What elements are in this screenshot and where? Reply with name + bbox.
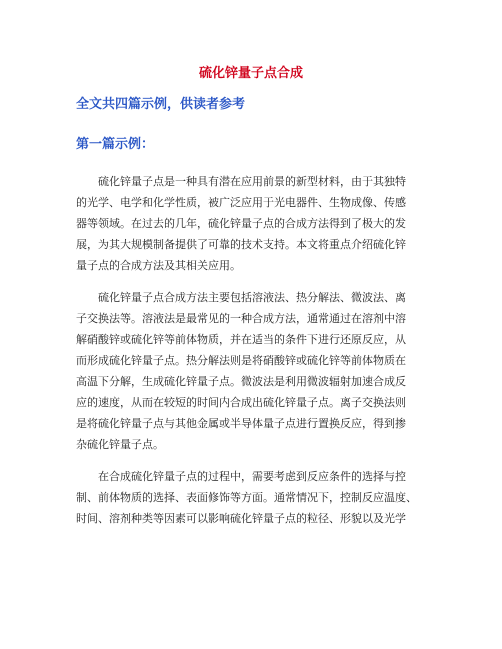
paragraph-line: 量子点的合成方法及其相关应用。 bbox=[76, 259, 241, 272]
paragraph-line: 是将硫化锌量子点与其他金属或半导体量子点进行置换反应，得到掺 bbox=[76, 417, 406, 430]
paragraph-line: 在合成硫化锌量子点的过程中，需要考虑到反应条件的选择与控 bbox=[98, 470, 406, 483]
paragraph-line: 的光学、电学和化学性质，被广泛应用于光电器件、生物成像、传感 bbox=[76, 196, 406, 209]
paragraph-2 bbox=[76, 287, 436, 455]
paragraph-line: 硫化锌量子点是一种具有潜在应用前景的新型材料，由于其独特 bbox=[98, 175, 406, 188]
paragraph-line: 器等领域。在过去的几年，硫化锌量子点的合成方法得到了极大的发 bbox=[76, 217, 406, 230]
paragraph-1 bbox=[76, 171, 436, 276]
paragraph-3 bbox=[76, 466, 436, 529]
paragraph-line: 展，为其大规模制备提供了可靠的技术支持。本文将重点介绍硫化锌 bbox=[76, 238, 406, 251]
intro-heading: 全文共四篇示例，供读者参考 bbox=[76, 97, 246, 112]
document-title: 硫化锌量子点合成 bbox=[198, 66, 303, 81]
paragraph-line: 时间、溶剂种类等因素可以影响硫化锌量子点的粒径、形貌以及光学 bbox=[76, 512, 406, 525]
section-heading: 第一篇示例： bbox=[76, 137, 155, 152]
paragraph-line: 解硝酸锌或硫化锌等前体物质，并在适当的条件下进行还原反应，从 bbox=[76, 333, 406, 346]
paragraph-line: 高温下分解，生成硫化锌量子点。微波法是利用微波辐射加速合成反 bbox=[76, 375, 406, 388]
body-text bbox=[76, 171, 436, 540]
paragraph-line: 杂硫化锌量子点。 bbox=[76, 438, 164, 451]
paragraph-line: 子交换法等。溶液法是最常见的一种合成方法，通常通过在溶剂中溶 bbox=[76, 312, 406, 325]
paragraph-line: 硫化锌量子点合成方法主要包括溶液法、热分解法、微波法、离 bbox=[98, 291, 406, 304]
paragraph-line: 应的速度，从而在较短的时间内合成出硫化锌量子点。离子交换法则 bbox=[76, 396, 406, 409]
paragraph-line: 制、前体物质的选择、表面修饰等方面。通常情况下，控制反应温度、 bbox=[76, 491, 417, 504]
paragraph-line: 而形成硫化锌量子点。热分解法则是将硝酸锌或硫化锌等前体物质在 bbox=[76, 354, 406, 367]
